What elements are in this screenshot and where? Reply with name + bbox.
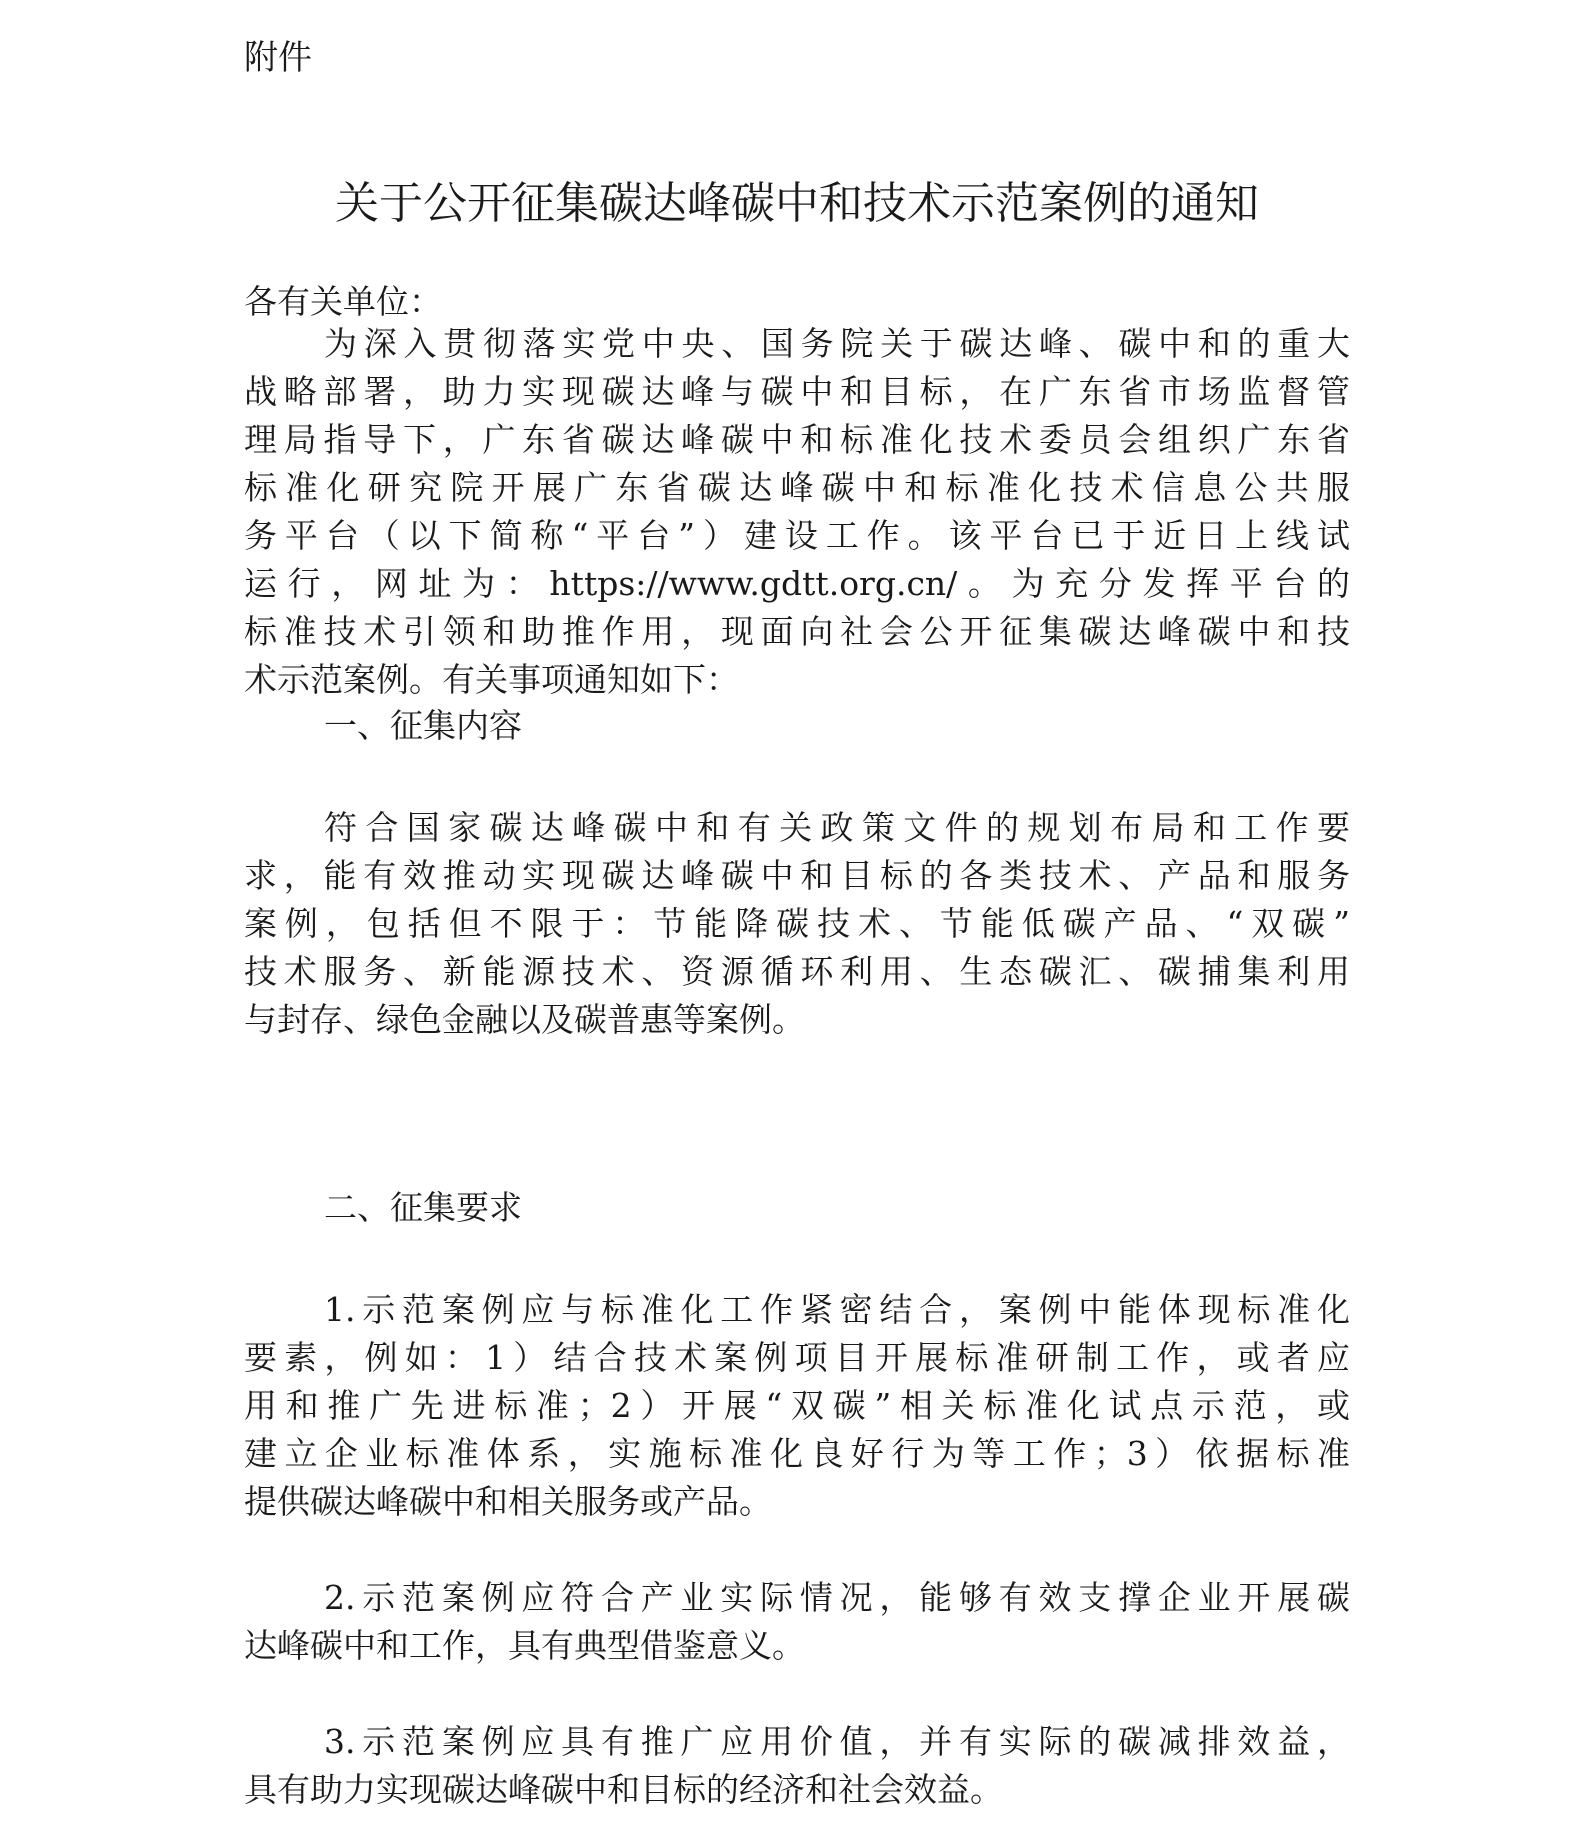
section-heading-2: 二、征集要求	[324, 1188, 522, 1227]
requirement-item-3	[244, 1718, 1350, 1814]
paragraph-line: 标准技术引领和助推作用，现面向社会公开征集碳达峰碳中和技	[244, 612, 1350, 651]
paragraph-line: 达峰碳中和工作，具有典型借鉴意义。	[244, 1626, 805, 1665]
paragraph-line: 建立企业标准体系，实施标准化良好行为等工作；3）依据标准	[244, 1434, 1350, 1473]
attachment-label: 附件	[244, 38, 312, 78]
paragraph-line: 2.示范案例应符合产业实际情况，能够有效支撑企业开展碳	[324, 1578, 1350, 1617]
paragraph-line: 标准化研究院开展广东省碳达峰碳中和标准化技术信息公共服	[244, 468, 1350, 507]
paragraph-line: 案例，包括但不限于：节能降碳技术、节能低碳产品、“双碳”	[244, 904, 1350, 943]
paragraph-line: 为深入贯彻落实党中央、国务院关于碳达峰、碳中和的重大	[324, 324, 1350, 363]
paragraph-line: 1.示范案例应与标准化工作紧密结合，案例中能体现标准化	[324, 1290, 1350, 1329]
paragraph-line: 理局指导下，广东省碳达峰碳中和标准化技术委员会组织广东省	[244, 420, 1350, 459]
paragraph-line: 具有助力实现碳达峰碳中和目标的经济和社会效益。	[244, 1770, 1003, 1809]
section1-paragraph	[244, 804, 1350, 1044]
paragraph-line: 提供碳达峰碳中和相关服务或产品。	[244, 1482, 772, 1521]
salutation: 各有关单位：	[244, 282, 442, 321]
paragraph-line: 运行，网址为：https://www.gdtt.org.cn/。为充分发挥平台的	[244, 564, 1350, 603]
paragraph-line: 务平台（以下简称“平台”）建设工作。该平台已于近日上线试	[244, 516, 1350, 555]
paragraph-line: 求，能有效推动实现碳达峰碳中和目标的各类技术、产品和服务	[244, 856, 1350, 895]
requirement-item-1	[244, 1286, 1350, 1526]
requirement-item-2	[244, 1574, 1350, 1670]
paragraph-line: 技术服务、新能源技术、资源循环利用、生态碳汇、碳捕集利用	[244, 952, 1350, 991]
section-heading-1: 一、征集内容	[324, 706, 522, 745]
intro-paragraph	[244, 320, 1350, 704]
paragraph-line: 符合国家碳达峰碳中和有关政策文件的规划布局和工作要	[324, 808, 1350, 847]
document-title: 关于公开征集碳达峰碳中和技术示范案例的通知	[335, 178, 1259, 229]
paragraph-line: 战略部署，助力实现碳达峰与碳中和目标，在广东省市场监督管	[244, 372, 1350, 411]
paragraph-line: 与封存、绿色金融以及碳普惠等案例。	[244, 1000, 805, 1039]
paragraph-line: 3.示范案例应具有推广应用价值，并有实际的碳减排效益，	[324, 1722, 1350, 1761]
paragraph-line: 用和推广先进标准；2）开展“双碳”相关标准化试点示范，或	[244, 1386, 1350, 1425]
paragraph-line: 术示范案例。有关事项通知如下：	[244, 660, 739, 699]
paragraph-line: 要素，例如：1）结合技术案例项目开展标准研制工作，或者应	[244, 1338, 1350, 1377]
